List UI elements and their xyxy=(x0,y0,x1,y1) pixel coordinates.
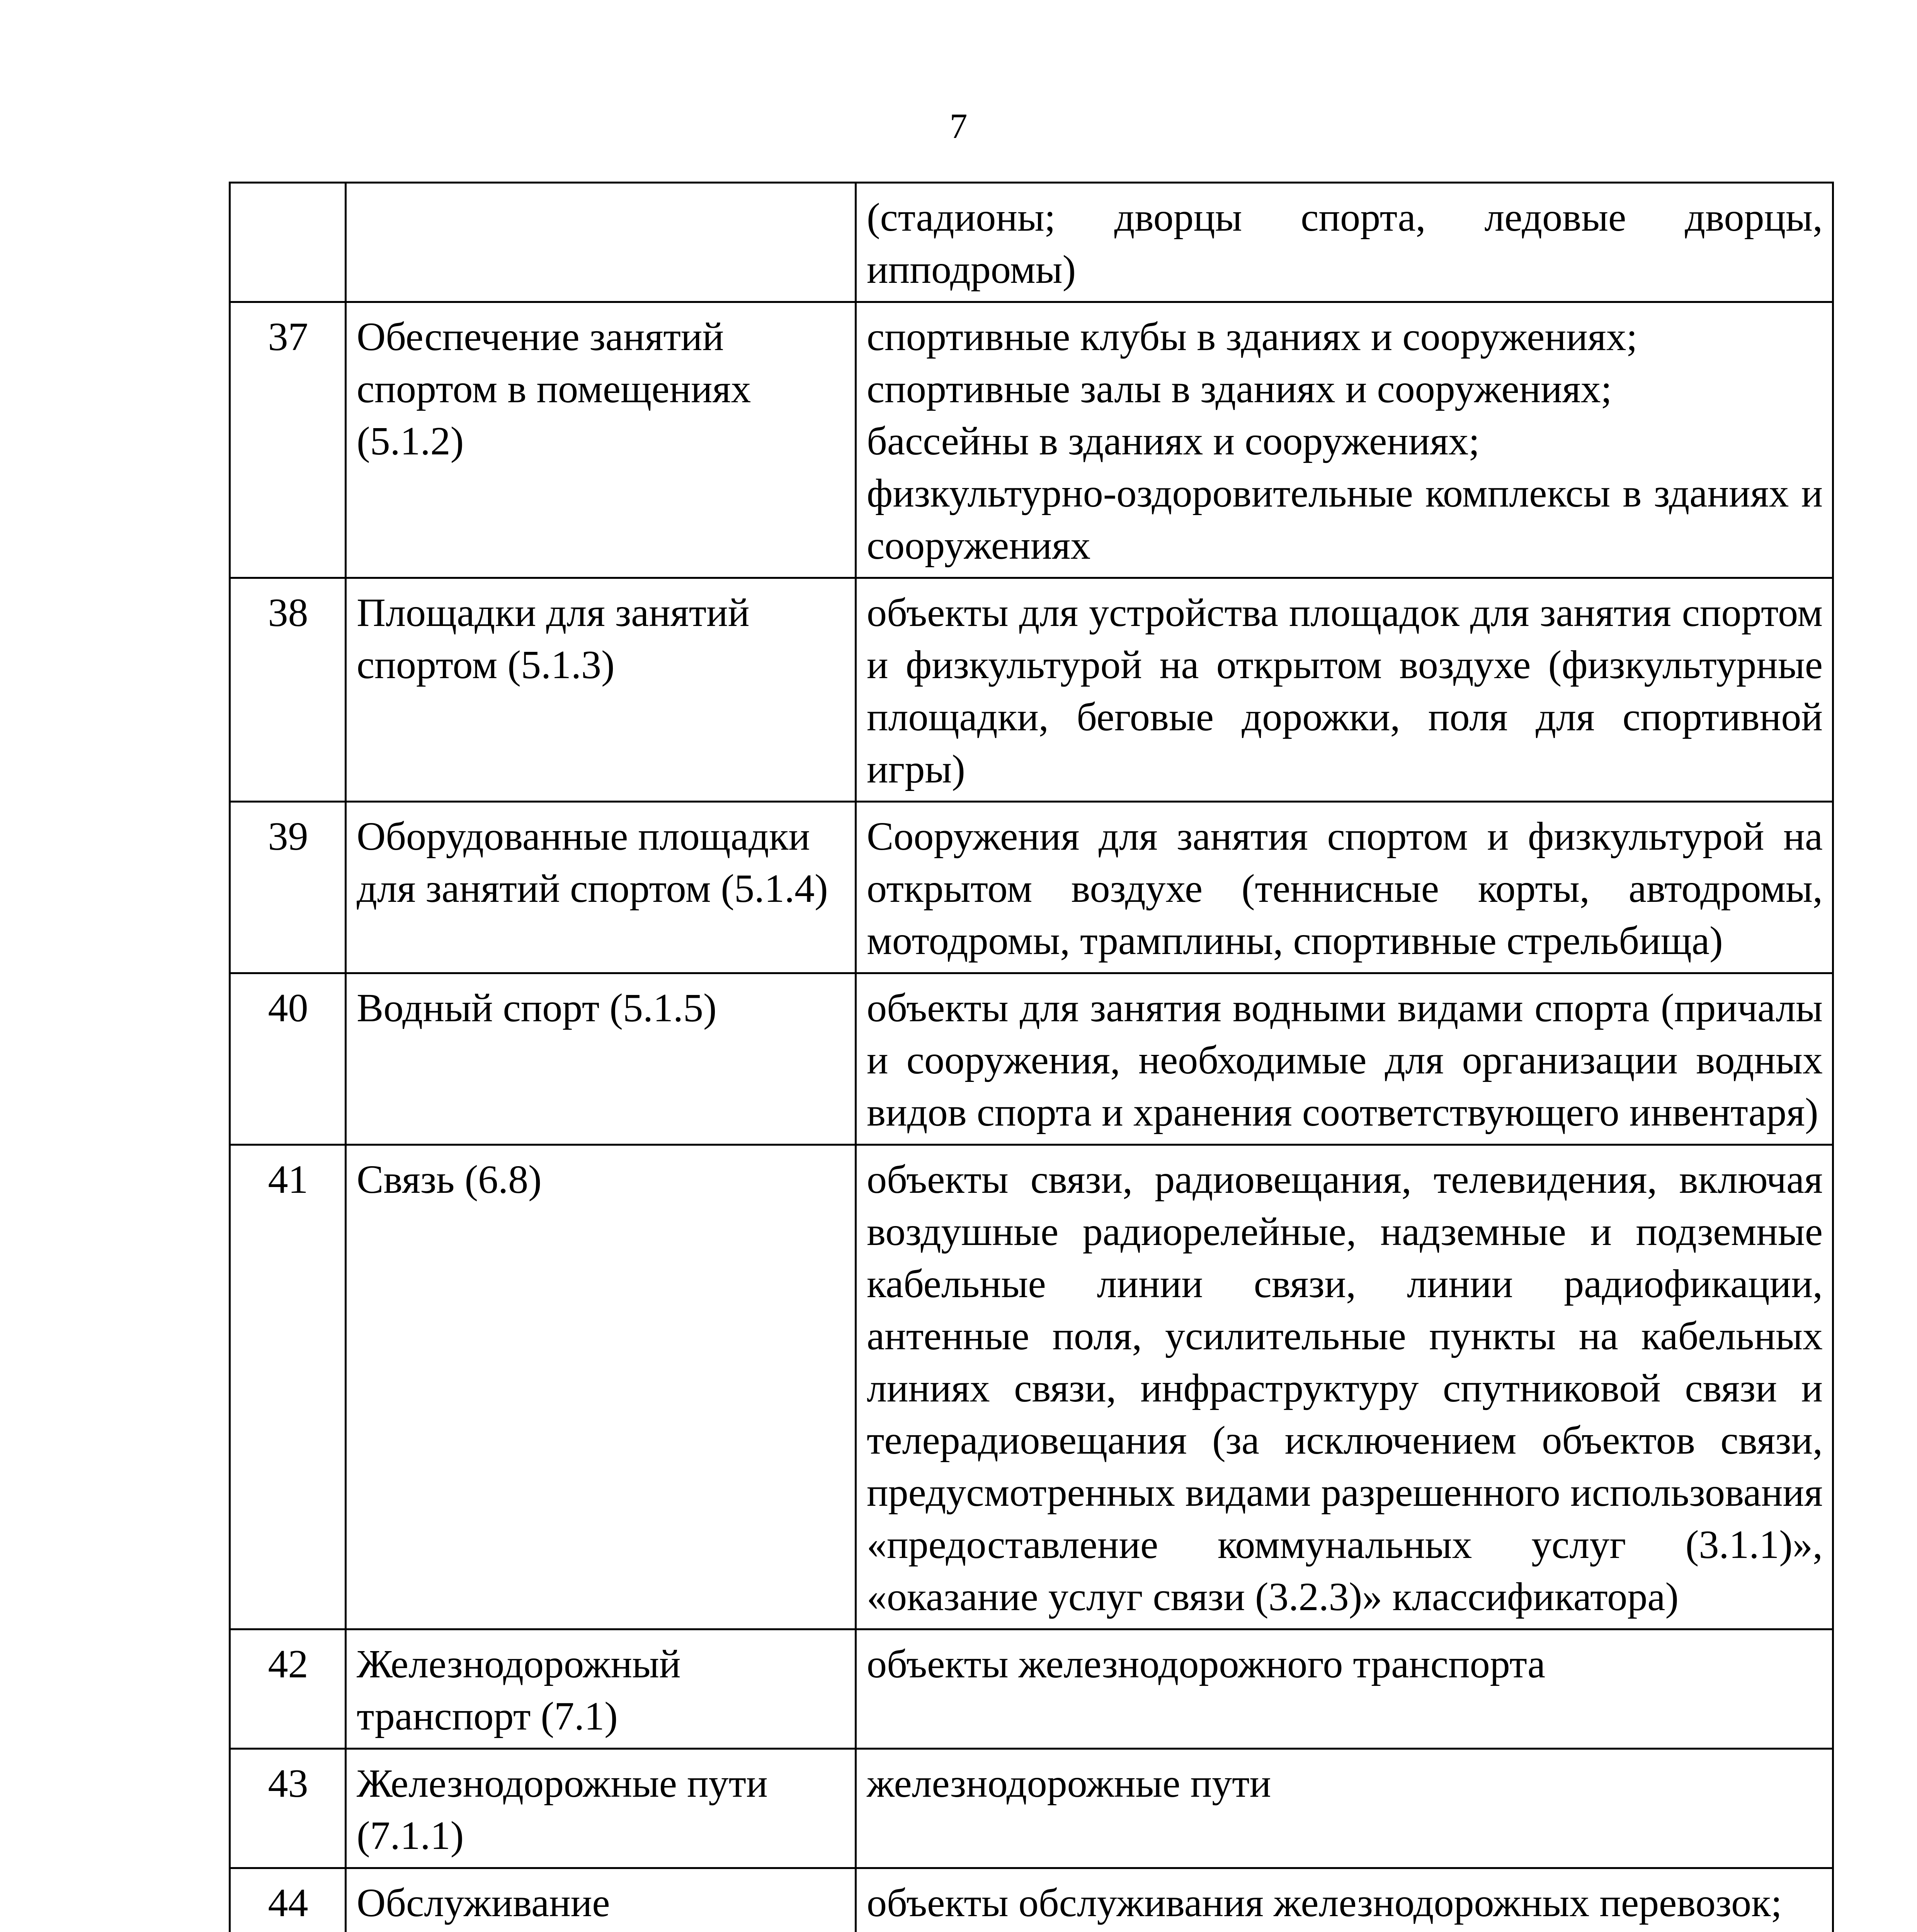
description-line: объекты для устройства площадок для занятия спортом и физкультурой на открытом воздухе (физкультурные площадки, беговые дорожки, поля для спортивной игры) xyxy=(867,590,1823,791)
table-row xyxy=(230,1749,1833,1868)
row-number: 44 xyxy=(230,1868,346,1932)
use-type-name: Оборудованные площадки для занятий спортом (5.1.4) xyxy=(346,802,856,973)
row-number xyxy=(230,183,346,302)
description-line: железнодорожные пути xyxy=(867,1761,1271,1806)
table-row xyxy=(230,1868,1833,1932)
use-type-description xyxy=(856,973,1833,1145)
use-type-name: Связь (6.8) xyxy=(346,1145,856,1629)
description-line: объекты связи, радиовещания, телевидения, включая воздушные радиорелейные, надземные и подземные кабельные линии связи, линии радиофикации, антенные поля, усилительные пункты на кабельных линиях связи, инфраструктуру спутниковой связи и телерадиовещания (за исключением объектов связи, предусмотренных видами разрешенного использования «предоставление коммунальных услуг (3.1.1)», «оказание услуг связи (3.2.3)» классификатора) xyxy=(867,1157,1823,1619)
table-row xyxy=(230,578,1833,802)
use-type-description xyxy=(856,578,1833,802)
table-row xyxy=(230,302,1833,578)
use-type-description xyxy=(856,1868,1833,1932)
land-use-table xyxy=(229,182,1834,1932)
page-number: 7 xyxy=(949,106,968,146)
table-row xyxy=(230,1145,1833,1629)
description-line: физкультурно-оздоровительные комплексы в зданиях и сооружениях xyxy=(867,471,1823,568)
use-type-description xyxy=(856,183,1833,302)
description-line: спортивные клубы в зданиях и сооружениях; xyxy=(867,315,1638,359)
use-type-name: Железнодорожный транспорт (7.1) xyxy=(346,1629,856,1749)
table-row xyxy=(230,183,1833,302)
use-type-description xyxy=(856,1749,1833,1868)
use-type-name: Обслуживание xyxy=(346,1868,856,1932)
row-number: 42 xyxy=(230,1629,346,1749)
use-type-name: Обеспечение занятий спортом в помещениях (5.1.2) xyxy=(346,302,856,578)
row-number: 41 xyxy=(230,1145,346,1629)
use-type-description xyxy=(856,1145,1833,1629)
use-type-name: Железнодорожные пути (7.1.1) xyxy=(346,1749,856,1868)
use-type-description xyxy=(856,302,1833,578)
description-line: объекты для занятия водными видами спорта (причалы и сооружения, необходимые для организации водных видов спорта и хранения соответствующего инвентаря) xyxy=(867,986,1823,1134)
use-type-description xyxy=(856,802,1833,973)
use-type-description xyxy=(856,1629,1833,1749)
table-row xyxy=(230,973,1833,1145)
description-line: Сооружения для занятия спортом и физкультурой на открытом воздухе (теннисные корты, автодромы, мотодромы, трамплины, спортивные стрельбища) xyxy=(867,814,1823,963)
row-number: 39 xyxy=(230,802,346,973)
use-type-name: Водный спорт (5.1.5) xyxy=(346,973,856,1145)
description-line: (стадионы; дворцы спорта, ледовые дворцы, ипподромы) xyxy=(867,195,1823,292)
description-line: бассейны в зданиях и сооружениях; xyxy=(867,419,1480,463)
row-number: 37 xyxy=(230,302,346,578)
description-line: спортивные залы в зданиях и сооружениях; xyxy=(867,367,1612,411)
table-row xyxy=(230,1629,1833,1749)
use-type-name: Площадки для занятий спортом (5.1.3) xyxy=(346,578,856,802)
table-row xyxy=(230,802,1833,973)
description-line: объекты обслуживания железнодорожных перевозок; xyxy=(867,1881,1782,1925)
row-number: 40 xyxy=(230,973,346,1145)
description-line: объекты железнодорожного транспорта xyxy=(867,1642,1546,1686)
description-line xyxy=(867,1929,1823,1932)
row-number: 43 xyxy=(230,1749,346,1868)
row-number: 38 xyxy=(230,578,346,802)
use-type-name xyxy=(346,183,856,302)
